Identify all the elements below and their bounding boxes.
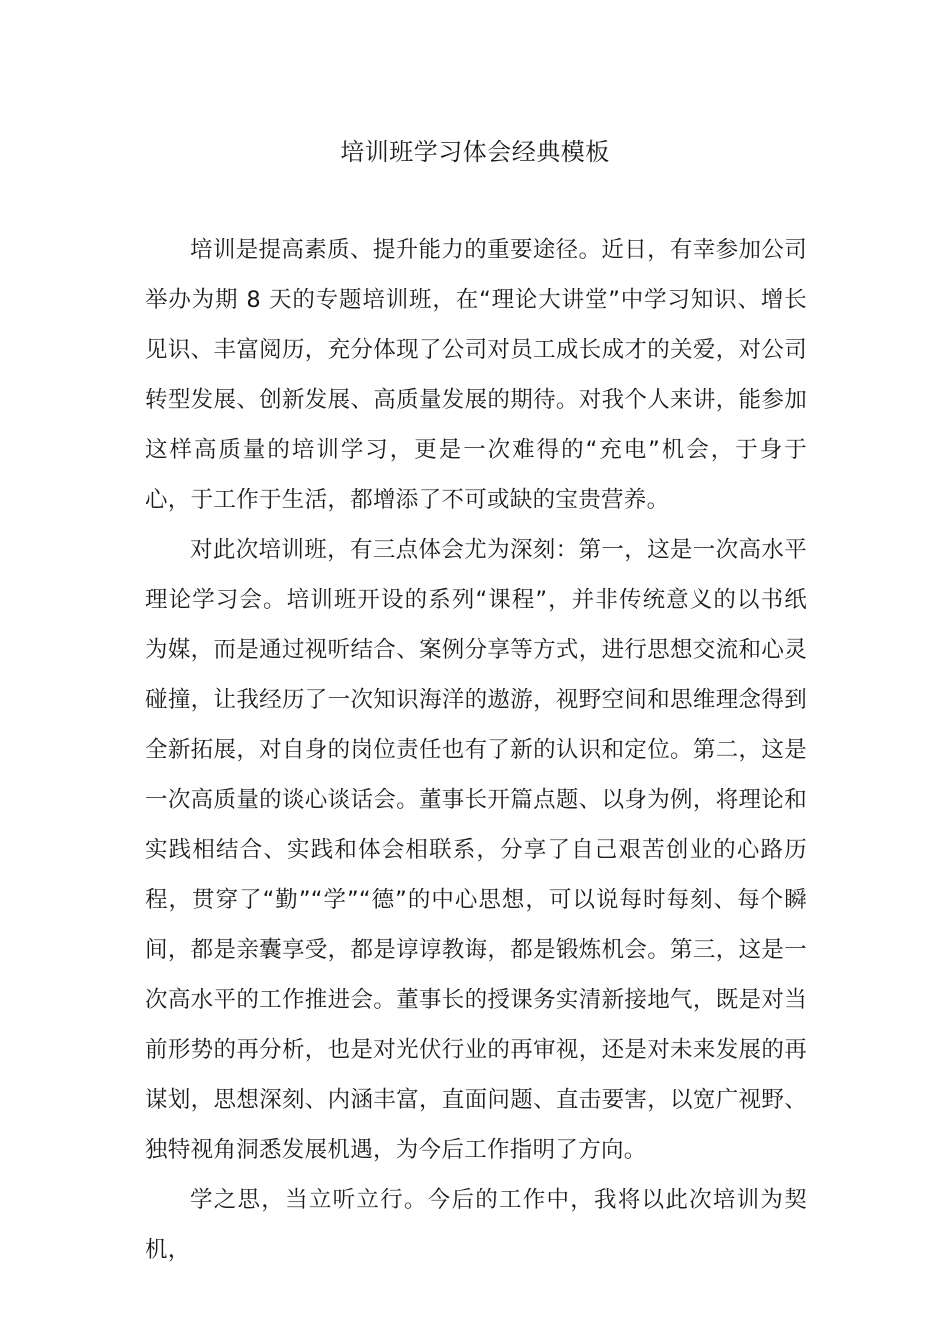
paragraph-intro: 培训是提高素质、提升能力的重要途径。近日，有幸参加公司举办为期 8 天的专题培训班，在“理论大讲堂”中学习知识、增长见识、丰富阅历，充分体现了公司对员工成长成才的关爱，对公司转型发展、创新发展、高质量发展的期待。对我个人来讲，能参加这样高质量的培训学习，更是一次难得的“充电”机会，于身于心，于工作于生活，都增添了不可或缺的宝贵营养。 [145, 237, 807, 513]
paragraph-insights: 对此次培训班，有三点体会尤为深刻：第一，这是一次高水平理论学习会。培训班开设的系列“课程”，并非传统意义的以书纸为媒，而是通过视听结合、案例分享等方式，进行思想交流和心灵碰撞，让我经历了一次知识海洋的遨游，视野空间和思维理念得到全新拓展，对自身的岗位责任也有了新的认识和定位。第二，这是一次高质量的谈心谈话会。董事长开篇点题、以身为例，将理论和实践相结合、实践和体会相联系，分享了自己艰苦创业的心路历程，贯穿了“勤”“学”“德”的中心思想，可以说每时每刻、每个瞬间，都是亲囊享受，都是谆谆教诲，都是锻炼机会。第三，这是一次高水平的工作推进会。董事长的授课务实清新接地气，既是对当前形势的再分析，也是对光伏行业的再审视，还是对未来发展的再谋划，思想深刻、内涵丰富，直面问题、直击要害，以宽广视野、独特视角洞悉发展机遇，为今后工作指明了方向。 [145, 537, 807, 1163]
paragraph-conclusion: 学之思，当立听立行。今后的工作中，我将以此次培训为契机， [145, 1187, 807, 1263]
document-title: 培训班学习体会经典模板 [340, 138, 610, 166]
document-body [145, 225, 807, 1275]
